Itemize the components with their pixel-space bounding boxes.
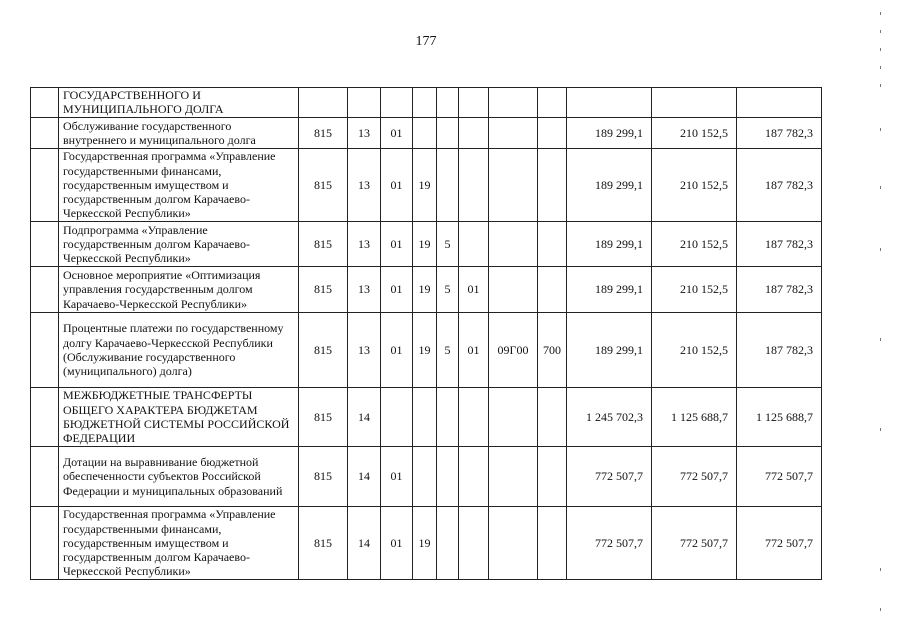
row-index-cell [31,313,59,388]
budget-table [30,87,822,580]
table-row [31,88,822,118]
event-code [459,222,489,267]
subprogram-code [437,149,459,222]
table-row [31,388,822,447]
table-row [31,313,822,388]
section-code: 14 [348,388,381,447]
subprogram-code [437,118,459,149]
program-code: 19 [413,267,437,313]
amount-year-2 [652,88,737,118]
ministry-code [299,88,348,118]
target-article-code [489,388,538,447]
program-code: 19 [413,149,437,222]
amount-year-3: 187 782,3 [737,222,822,267]
event-code: 01 [459,313,489,388]
table-row [31,507,822,580]
ministry-code: 815 [299,507,348,580]
subsection-code: 01 [381,149,413,222]
row-index-cell [31,222,59,267]
event-code [459,507,489,580]
subsection-code: 01 [381,222,413,267]
expense-type-code [538,507,567,580]
subsection-code: 01 [381,313,413,388]
amount-year-2: 210 152,5 [652,118,737,149]
subsection-code: 01 [381,447,413,507]
row-name: Дотации на выравнивание бюджетной обеспеченности субъектов Российской Федерации и муниципальных образований [59,447,299,507]
section-code [348,88,381,118]
subsection-code [381,388,413,447]
row-name: Подпрограмма «Управление государственным долгом Карачаево-Черкесской Республики» [59,222,299,267]
expense-type-code [538,118,567,149]
row-index-cell [31,118,59,149]
section-code: 13 [348,149,381,222]
amount-year-1: 189 299,1 [567,222,652,267]
subprogram-code [437,507,459,580]
row-name: Основное мероприятие «Оптимизация управления государственным долгом Карачаево-Черкесской Республики» [59,267,299,313]
row-index-cell [31,149,59,222]
expense-type-code [538,149,567,222]
target-article-code: 09Г00 [489,313,538,388]
row-name: Государственная программа «Управление государственными финансами, государственным имуществом и государственным долгом Карачаево-Черкесской Республики» [59,149,299,222]
section-code: 13 [348,118,381,149]
amount-year-2: 210 152,5 [652,149,737,222]
subsection-code: 01 [381,507,413,580]
amount-year-2: 1 125 688,7 [652,388,737,447]
amount-year-1: 189 299,1 [567,267,652,313]
subprogram-code: 5 [437,267,459,313]
amount-year-1: 189 299,1 [567,118,652,149]
expense-type-code [538,447,567,507]
event-code [459,388,489,447]
subsection-code: 01 [381,118,413,149]
row-index-cell [31,267,59,313]
program-code [413,388,437,447]
ministry-code: 815 [299,267,348,313]
section-code: 13 [348,267,381,313]
program-code: 19 [413,222,437,267]
amount-year-2: 210 152,5 [652,222,737,267]
row-name: Процентные платежи по государственному долгу Карачаево-Черкесской Республики (Обслуживание государственного (муниципального) долга) [59,313,299,388]
subprogram-code: 5 [437,222,459,267]
event-code [459,149,489,222]
expense-type-code [538,222,567,267]
table-row [31,447,822,507]
amount-year-2: 210 152,5 [652,267,737,313]
amount-year-2: 210 152,5 [652,313,737,388]
row-index-cell [31,88,59,118]
ministry-code: 815 [299,118,348,149]
amount-year-3: 772 507,7 [737,447,822,507]
expense-type-code [538,267,567,313]
row-index-cell [31,507,59,580]
program-code [413,118,437,149]
subsection-code [381,88,413,118]
program-code [413,88,437,118]
amount-year-1: 189 299,1 [567,313,652,388]
program-code: 19 [413,507,437,580]
ministry-code: 815 [299,447,348,507]
event-code [459,447,489,507]
event-code [459,88,489,118]
table-row [31,149,822,222]
subsection-code: 01 [381,267,413,313]
subprogram-code [437,88,459,118]
target-article-code [489,222,538,267]
section-code: 13 [348,222,381,267]
program-code [413,447,437,507]
section-code: 13 [348,313,381,388]
amount-year-1: 1 245 702,3 [567,388,652,447]
expense-type-code: 700 [538,313,567,388]
amount-year-3: 187 782,3 [737,313,822,388]
expense-type-code [538,388,567,447]
section-code: 14 [348,447,381,507]
ministry-code: 815 [299,313,348,388]
amount-year-3: 772 507,7 [737,507,822,580]
row-name: МЕЖБЮДЖЕТНЫЕ ТРАНСФЕРТЫ ОБЩЕГО ХАРАКТЕРА БЮДЖЕТАМ БЮДЖЕТНОЙ СИСТЕМЫ РОССИЙСКОЙ ФЕДЕРАЦИИ [59,388,299,447]
amount-year-2: 772 507,7 [652,507,737,580]
table-row [31,267,822,313]
ministry-code: 815 [299,388,348,447]
scan-margin-marks [878,8,884,628]
amount-year-3: 1 125 688,7 [737,388,822,447]
ministry-code: 815 [299,222,348,267]
row-index-cell [31,447,59,507]
amount-year-2: 772 507,7 [652,447,737,507]
target-article-code [489,507,538,580]
amount-year-1: 772 507,7 [567,507,652,580]
expense-type-code [538,88,567,118]
target-article-code [489,118,538,149]
program-code: 19 [413,313,437,388]
subprogram-code: 5 [437,313,459,388]
event-code [459,118,489,149]
amount-year-3: 187 782,3 [737,267,822,313]
target-article-code [489,267,538,313]
row-index-cell [31,388,59,447]
amount-year-3: 187 782,3 [737,149,822,222]
event-code: 01 [459,267,489,313]
amount-year-3: 187 782,3 [737,118,822,149]
amount-year-3 [737,88,822,118]
section-code: 14 [348,507,381,580]
target-article-code [489,149,538,222]
page-number: 177 [415,34,437,49]
table-row [31,222,822,267]
target-article-code [489,447,538,507]
row-name: ГОСУДАРСТВЕННОГО И МУНИЦИПАЛЬНОГО ДОЛГА [59,88,299,118]
row-name: Обслуживание государственного внутреннего и муниципального долга [59,118,299,149]
amount-year-1: 189 299,1 [567,149,652,222]
row-name: Государственная программа «Управление государственными финансами, государственным имуществом и государственным долгом Карачаево-Черкесской Республики» [59,507,299,580]
amount-year-1: 772 507,7 [567,447,652,507]
subprogram-code [437,447,459,507]
ministry-code: 815 [299,149,348,222]
amount-year-1 [567,88,652,118]
subprogram-code [437,388,459,447]
target-article-code [489,88,538,118]
table-row [31,118,822,149]
